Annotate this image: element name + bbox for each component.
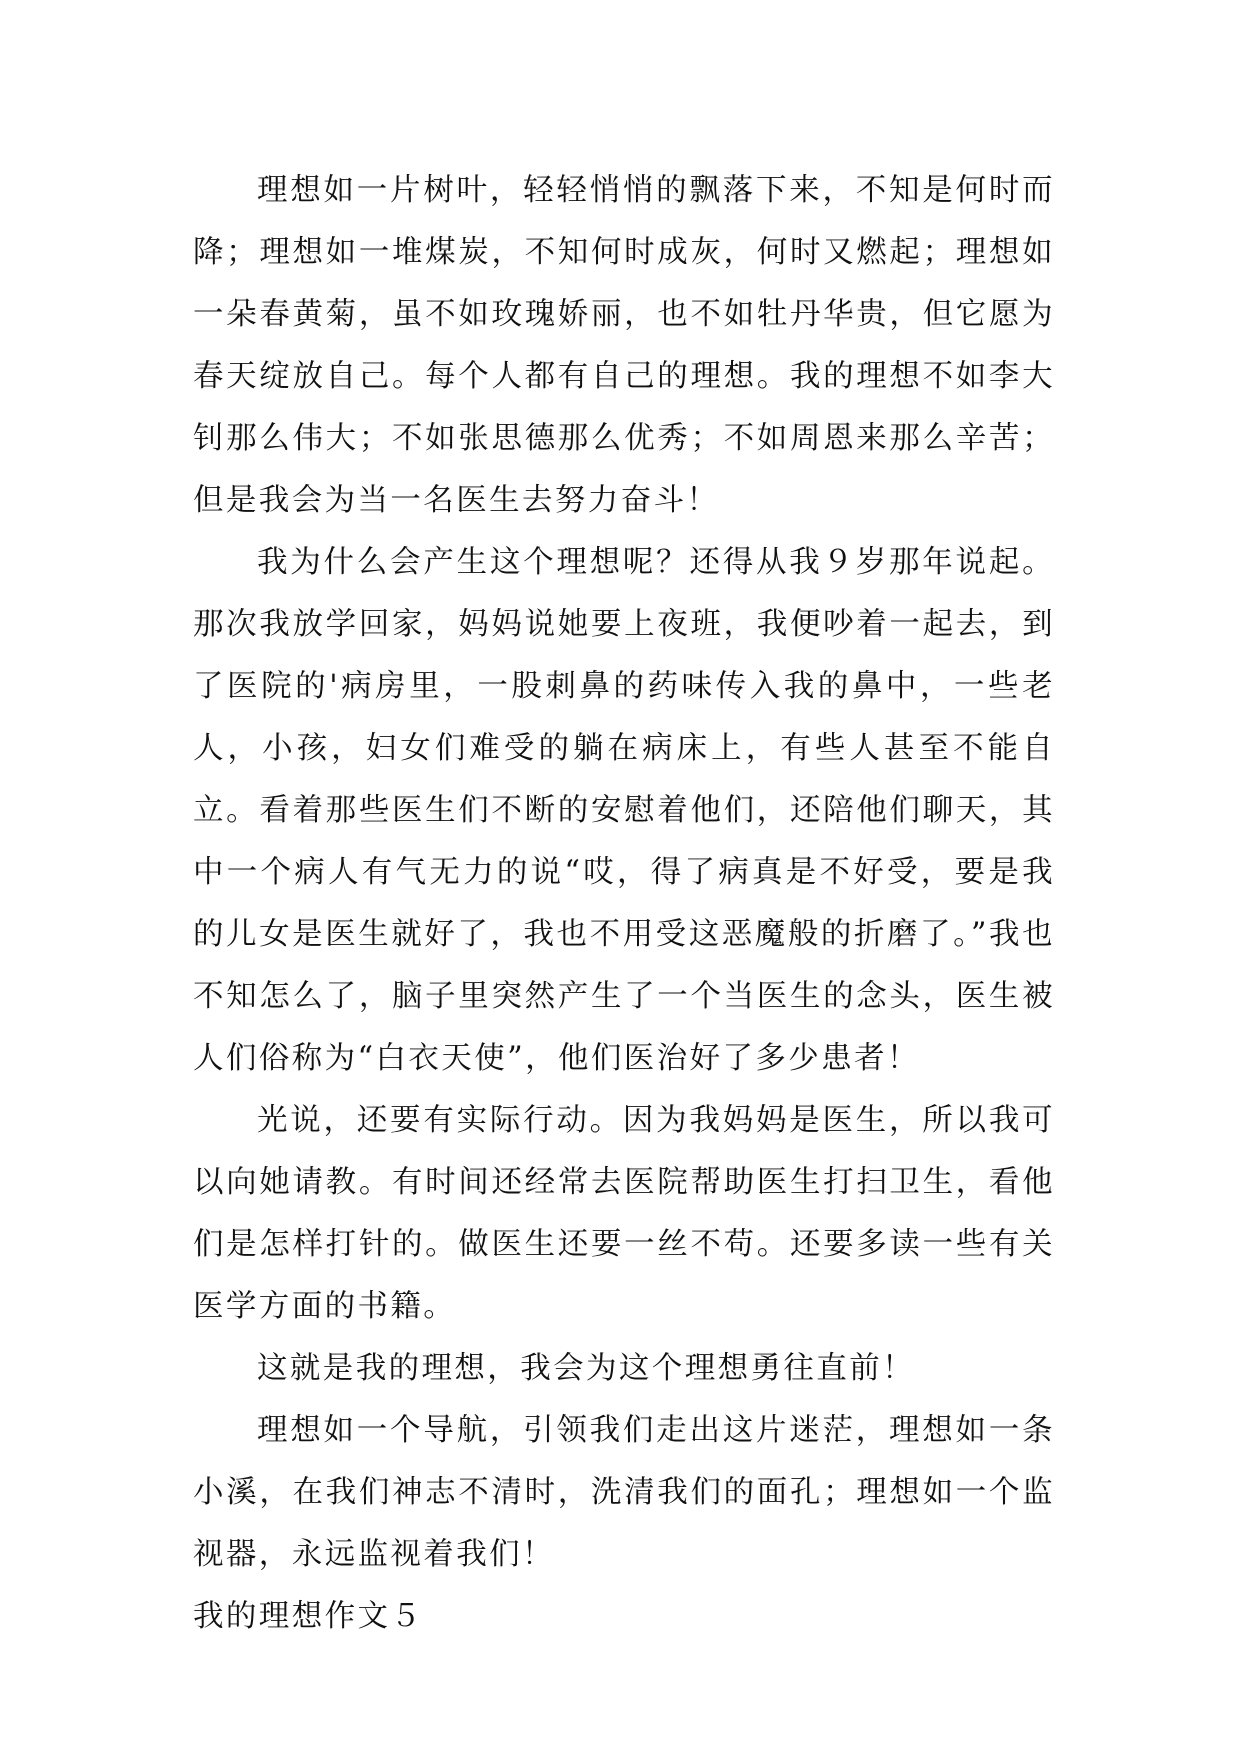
paragraph-5: 理想如一个导航，引领我们走出这片迷茫，理想如一条小溪，在我们神志不清时，洗清我们的面孔；理想如一个监视器，永远监视着我们！	[193, 1413, 1055, 1572]
paragraph-4: 这就是我的理想，我会为这个理想勇往直前！	[257, 1351, 915, 1386]
paragraph-3: 光说，还要有实际行动。因为我妈妈是医生，所以我可以向她请教。有时间还经常去医院帮助医生打扫卫生，看他们是怎样打针的。做医生还要一丝不苟。还要多读一些有关医学方面的书籍。	[193, 1103, 1055, 1324]
paragraph-1: 理想如一片树叶，轻轻悄悄的飘落下来，不知是何时而降；理想如一堆煤炭，不知何时成灰，何时又燃起；理想如一朵春黄菊，虽不如玫瑰娇丽，也不如牡丹华贵，但它愿为春天绽放自己。每个人都有自己的理想。我的理想不如李大钊那么伟大；不如张思德那么优秀；不如周恩来那么辛苦；但是我会为当一名医生去努力奋斗！	[193, 173, 1055, 518]
document-page	[193, 160, 1055, 1648]
section-heading: 我的理想作文５	[193, 1599, 424, 1634]
paragraph-2: 我为什么会产生这个理想呢？还得从我９岁那年说起。那次我放学回家，妈妈说她要上夜班，我便吵着一起去，到了医院的'病房里，一股刺鼻的药味传入我的鼻中，一些老人，小孩，妇女们难受的躺在病床上，有些人甚至不能自立。看着那些医生们不断的安慰着他们，还陪他们聊天，其中一个病人有气无力的说“哎，得了病真是不好受，要是我的儿女是医生就好了，我也不用受这恶魔般的折磨了。”我也不知怎么了，脑子里突然产生了一个当医生的念头，医生被人们俗称为“白衣天使”，他们医治好了多少患者！	[193, 545, 1055, 1076]
